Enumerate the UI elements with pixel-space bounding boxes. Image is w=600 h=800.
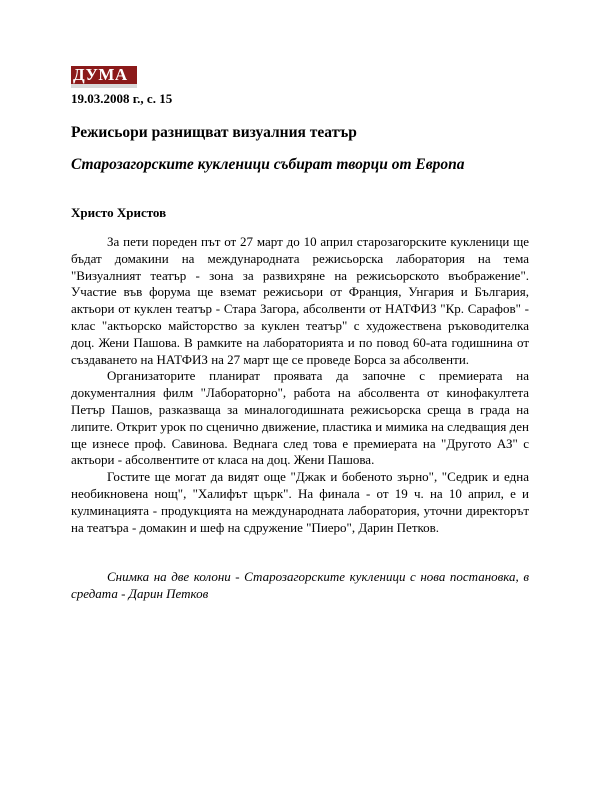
photo-caption bbox=[71, 569, 529, 603]
subheadline: Старозагорските кукленици събират творци от Европа bbox=[71, 156, 465, 173]
author-name: Христо Христов bbox=[71, 205, 167, 220]
article-body bbox=[71, 234, 529, 536]
paragraph-2: Организаторите планират проявата да започне с премиерата на документалния филм "Лабораторно", работа на абсолвента от кинофакултета Петър Пашов, разказваща за миналогодишната режисьорска среща в града на липите. Открит урок по сценично движение, пластика и мимика на следващия ден ще изнесе проф. Савинова. Веднага след това е премиерата на "Другото АЗ" с актьори - абсолвентите от класа на доц. Жени Пашова. bbox=[71, 368, 529, 468]
logo-strip bbox=[71, 84, 137, 88]
newspaper-logo bbox=[71, 66, 137, 88]
paragraph-3: Гостите ще могат да видят още "Джак и бобеното зърно", "Седрик и една необикновена нощ", "Халифът щърк". На финала - от 19 ч. на 10 април, е и кулминацията - продукцията на международната лаборатория, уточни директорът на театъра - домакин и шеф на сдружение "Пиеро", Дарин Петков. bbox=[71, 469, 529, 535]
paragraph-1: За пети пореден път от 27 март до 10 април старозагорските кукленици ще бъдат домакини на международната режисьорска лаборатория на тема "Визуалният театър - зона за развихряне на режисьорското въображение". Участие във форума ще вземат режисьори от Франция, Унгария и България, актьори от куклен театър - Стара Загора, абсолвенти от НАТФИЗ "Кр. Сарафов" - клас "актьорско майсторство за куклен театър" с художествена ръководителка доц. Жени Пашова. В рамките на лабораторията и по повод 60-ата годишнина от създаването на НАТФИЗ на 27 март ще се проведе Борса за абсолвенти. bbox=[71, 234, 529, 367]
headline: Режисьори разнищват визуалния театър bbox=[71, 124, 357, 141]
photo-caption-text: Снимка на две колони - Старозагорските кукленици с нова постановка, в средата - Дарин Петков bbox=[71, 569, 529, 601]
logo-text: ДУМА bbox=[73, 66, 128, 84]
dateline: 19.03.2008 г., с. 15 bbox=[71, 91, 173, 106]
